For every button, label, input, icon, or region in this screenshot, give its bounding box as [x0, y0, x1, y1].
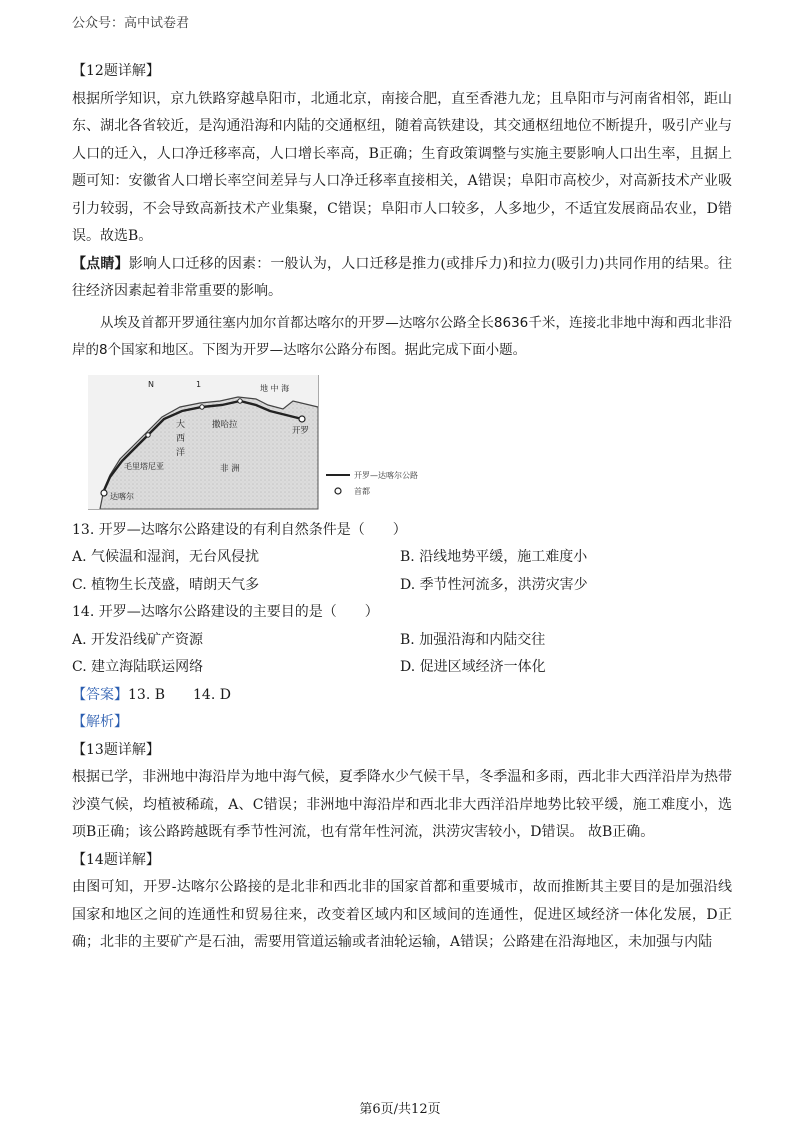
q14-option-d: D. 促进区域经济一体化: [400, 659, 546, 675]
q13-stem: 13. 开罗—达喀尔公路建设的有利自然条件是（ ）: [72, 521, 407, 538]
q13-detail-title: 【13题详解】: [72, 741, 160, 758]
q14-detail-body: 由图可知，开罗-达喀尔公路接的是北非和西北非的国家首都和重要城市，故而推断其主要目的是加强沿线国家和地区之间的连通性和贸易往来，改变着区域内和区域间的连通性，促进区域经济一体化发展，D正确；北非的主要矿产是石油，需要用管道运输或者油轮运输，A错误；公路建在沿海地区，未加强与内陆: [72, 879, 732, 950]
map-figure: [88, 375, 508, 511]
question-intro: 从埃及首都开罗通往塞内加尔首都达喀尔的开罗—达喀尔公路全长8636千米，连接北非地中海和西北非沿岸的8个国家和地区。下图为开罗—达喀尔公路分布图。据此完成下面小题。: [72, 314, 732, 358]
page-content: [72, 58, 732, 957]
dakar-capital-icon: [101, 490, 107, 496]
q14-option-b: B. 加强沿海和内陆交往: [400, 631, 546, 648]
q14-option-a: A. 开发沿线矿产资源: [72, 631, 204, 648]
q13-option-a: A. 气候温和湿润，无台风侵扰: [72, 549, 260, 565]
answer-line: [72, 682, 732, 710]
q13-detail-body: 根据已学，非洲地中海沿岸为地中海气候，夏季降水少气候干旱，冬季温和多雨，西北非大西洋沿岸为热带沙漠气候，均植被稀疏，A、C错误；非洲地中海沿岸和西北非大西洋沿岸地势比较平缓，施工难度小，选项B正确；该公路跨越既有季节性河流，也有常年性河流，洪涝灾害较小，D错误。 故B正确。: [72, 769, 732, 840]
map-label-mauritania: 毛里塔尼亚: [124, 461, 164, 471]
q14-detail-title: 【14题详解】: [72, 851, 160, 868]
map-label-ocean-1: 大: [176, 419, 186, 430]
q14-stem: 14. 开罗—达喀尔公路建设的主要目的是（ ）: [72, 604, 379, 620]
q13-option-d: D. 季节性河流多，洪涝灾害少: [400, 576, 588, 593]
q12-detail-body: 根据所学知识，京九铁路穿越阜阳市，北通北京，南接合肥，直至香港九龙；且阜阳市与河南省相邻，距山东、湖北各省较近，是沟通沿海和内陆的交通枢纽，随着高铁建设，其交通枢纽地位不断提升，吸引产业与人口的迁入，人口净迁移率高，人口增长率高，B正确；生育政策调整与实施主要影响人口出生率，且据上题可知：安徽省人口增长率空间差异与人口净迁移率直接相关，A错误；阜阳市高校少，对高新技术产业吸引力较弱，不会导致高新技术产业集聚，C错误；阜阳市人口较多，人多地少，不适宜发展商品农业，D错误。故选B。: [72, 90, 732, 244]
q13-option-b: B. 沿线地势平缓，施工难度小: [400, 549, 588, 565]
answer-label: 【答案】: [72, 686, 128, 703]
q12-detail-title: 【12题详解】: [72, 63, 160, 79]
analysis-label: 【解析】: [72, 714, 128, 730]
map-label-dakar: 达喀尔: [110, 491, 134, 501]
map-label-ocean-3: 洋: [176, 447, 186, 458]
q13-option-c: C. 植物生长茂盛，晴朗天气多: [72, 576, 260, 593]
q13-options: [72, 544, 732, 599]
map-label-top-a: N: [148, 379, 154, 389]
map-label-top-b: 1: [196, 379, 202, 389]
capital-marker-icon: [200, 404, 204, 408]
legend-capital-label: 首都: [354, 486, 370, 496]
page-header-source: 公众号：高中试卷君: [72, 16, 190, 31]
legend-route-label: 开罗—达喀尔公路: [354, 470, 418, 480]
dianjing-block: [72, 251, 732, 306]
cairo-capital-icon: [299, 416, 305, 422]
legend-capital-icon: [335, 488, 341, 494]
map-label-cairo: 开罗: [292, 425, 310, 436]
map-label-sahara: 撒哈拉: [212, 419, 238, 430]
page-footer-number: 第6页/共12页: [359, 1102, 441, 1117]
map-label-sea: 地 中 海: [260, 383, 290, 393]
map-label-ocean-2: 西: [176, 433, 186, 444]
cairo-dakar-map: [88, 375, 508, 511]
map-label-africa: 非 洲: [220, 463, 240, 474]
q14-options: [72, 627, 732, 682]
dianjing-text: 影响人口迁移的因素：一般认为，人口迁移是推力(或排斥力)和拉力(吸引力)共同作用的结果。往往经济因素起着非常重要的影响。: [72, 255, 732, 299]
dianjing-label: 【点睛】: [72, 255, 129, 272]
answer-text: 13. B 14. D: [128, 686, 231, 703]
q14-option-c: C. 建立海陆联运网络: [72, 659, 204, 675]
capital-marker-icon: [238, 398, 242, 402]
capital-marker-icon: [146, 432, 150, 436]
